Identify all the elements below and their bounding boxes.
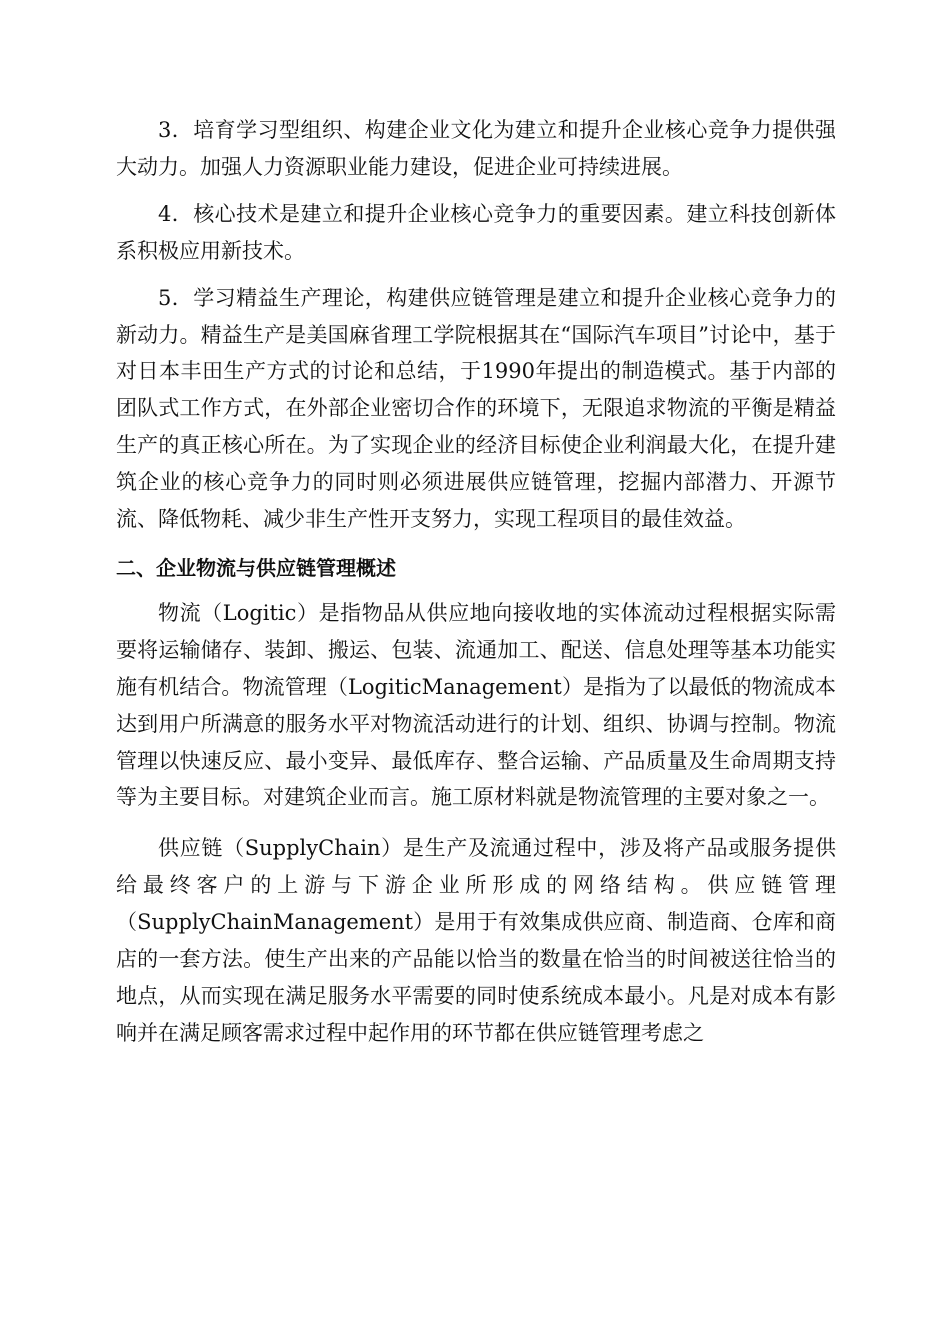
paragraph-5: 5．学习精益生产理论，构建供应链管理是建立和提升企业核心竞争力的新动力。精益生产是美国麻省理工学院根据其在“国际汽车项目”讨论中，基于对日本丰田生产方式的讨论和总结，于1990年提出的制造模式。基于内部的团队式工作方式，在外部企业密切合作的环境下，无限追求物流的平衡是精益生产的真正核心所在。为了实现企业的经济目标使企业利润最大化，在提升建筑企业的核心竞争力的同时则必须进展供应链管理，挖掘内部潜力、开源节流、降低物耗、减少非生产性开支努力，实现工程项目的最佳效益。 xyxy=(116,285,836,532)
document-page xyxy=(116,112,836,1052)
section-heading: 二、企业物流与供应链管理概述 xyxy=(116,555,396,580)
paragraph-3: 3．培育学习型组织、构建企业文化为建立和提升企业核心竞争力提供强大动力。加强人力资源职业能力建设，促进企业可持续进展。 xyxy=(116,118,836,179)
paragraph-supply-chain: 供应链（SupplyChain）是生产及流通过程中，涉及将产品或服务提供给最终客户的上游与下游企业所形成的网络结构。供应链管理（SupplyChainManagement）是用于有效集成供应商、制造商、仓库和商店的一套方法。使生产出来的产品能以恰当的数量在恰当的时间被送往恰当的地点，从而实现在满足服务水平需要的同时使系统成本最小。凡是对成本有影响并在满足顾客需求过程中起作用的环节都在供应链管理考虑之 xyxy=(116,836,836,1045)
paragraph-4: 4．核心技术是建立和提升企业核心竞争力的重要因素。建立科技创新体系积极应用新技术。 xyxy=(116,201,836,263)
paragraph-logistics: 物流（Logitic）是指物品从供应地向接收地的实体流动过程根据实际需要将运输储存、装卸、搬运、包装、流通加工、配送、信息处理等基本功能实施有机结合。物流管理（LogiticManagement）是指为了以最低的物流成本达到用户所满意的服务水平对物流活动进行的计划、组织、协调与控制。物流管理以快速反应、最小变异、最低库存、整合运输、产品质量及生命周期支持等为主要目标。对建筑企业而言。施工原材料就是物流管理的主要对象之一。 xyxy=(116,600,836,810)
